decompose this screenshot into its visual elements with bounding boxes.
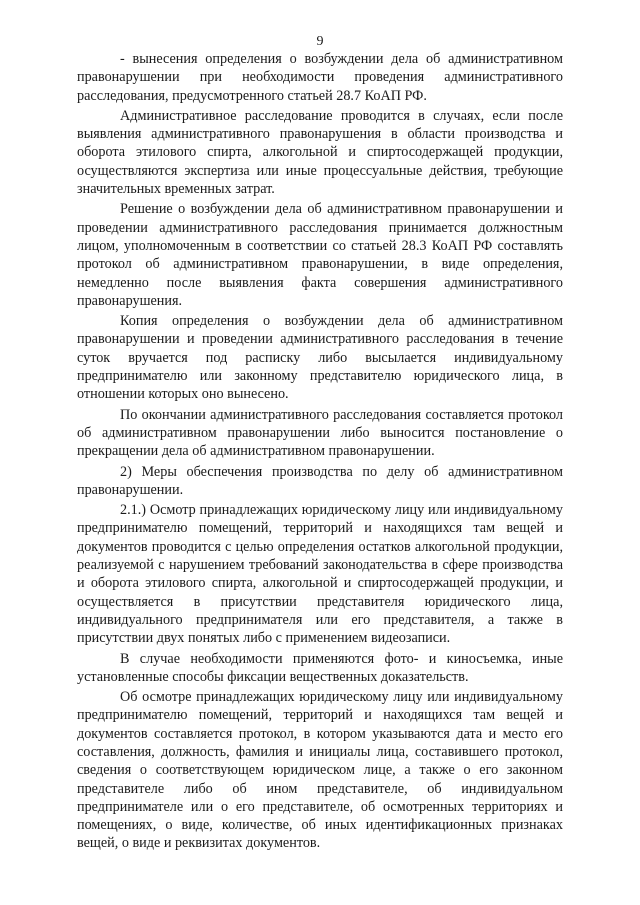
paragraph-initiation-decision: Решение о возбуждении дела об административном правонарушении и проведении административного расследования принимается должностным лицом, уполномоченным в соответствии со статьей 28.3 КоАП РФ составлять протокол об административном правонарушении, в виде определения, немедленно после выявления факта совершения административного правонарушения. (77, 201, 563, 309)
paragraph-decision-issuance: - вынесения определения о возбуждении дела об административном правонарушении при необходимости проведения административного расследования, предусмотренного статьей 28.7 КоАП РФ. (77, 51, 563, 104)
page-number: 9 (316, 34, 324, 49)
paragraph-copy-delivery: Копия определения о возбуждении дела об административном правонарушении и проведении административного расследования в течение суток вручается под расписку либо высылается индивидуальному предпринимателю или законному представителю юридического лица, в отношении которых оно вынесено. (77, 313, 563, 403)
paragraph-photo-video: В случае необходимости применяются фото- и киносъемка, иные установленные способы фиксации вещественных доказательств. (77, 650, 563, 685)
paragraph-inspection: 2.1.) Осмотр принадлежащих юридическому лицу или индивидуальному предпринимателю помещений, территорий и находящихся там вещей и документов проводится с целью определения остатков алкогольной продукции, реализуемой с нарушением требований законодательства в сфере производства и оборота этилового спирта, алкогольной и спиртосодержащей продукции, и осуществляется в присутствии представителя юридического лица, индивидуального предпринимателя или его представителя, а также в присутствии двух понятых либо с применением видеозаписи. (77, 502, 563, 647)
paragraph-inspection-protocol: Об осмотре принадлежащих юридическому лицу или индивидуальному предпринимателю помещений, территорий и находящихся там вещей и документов составляется протокол, в котором указываются дата и место его составления, должность, фамилия и инициалы лица, составившего протокол, сведения о соответствующем юридическом лице, а также о его законном представителе либо об ином представителе, об индивидуальном предпринимателе или о его представителе, об осмотренных территориях и помещениях, о виде, количестве, об иных идентификационных признаках вещей, о виде и реквизитах документов. (77, 689, 563, 852)
document-body (77, 50, 563, 853)
paragraph-investigation-end: По окончании административного расследования составляется протокол об административном правонарушении либо выносится постановление о прекращении дела об административном правонарушении. (77, 406, 563, 460)
paragraph-enforcement-measures: 2) Меры обеспечения производства по делу об административном правонарушении. (77, 463, 563, 498)
paragraph-investigation-cases: Административное расследование проводится в случаях, если после выявления административного правонарушения в области производства и оборота этилового спирта, алкогольной и спиртосодержащей продукции, осуществляются экспертиза или иные процессуальные действия, требующие значительных временных затрат. (77, 107, 563, 198)
